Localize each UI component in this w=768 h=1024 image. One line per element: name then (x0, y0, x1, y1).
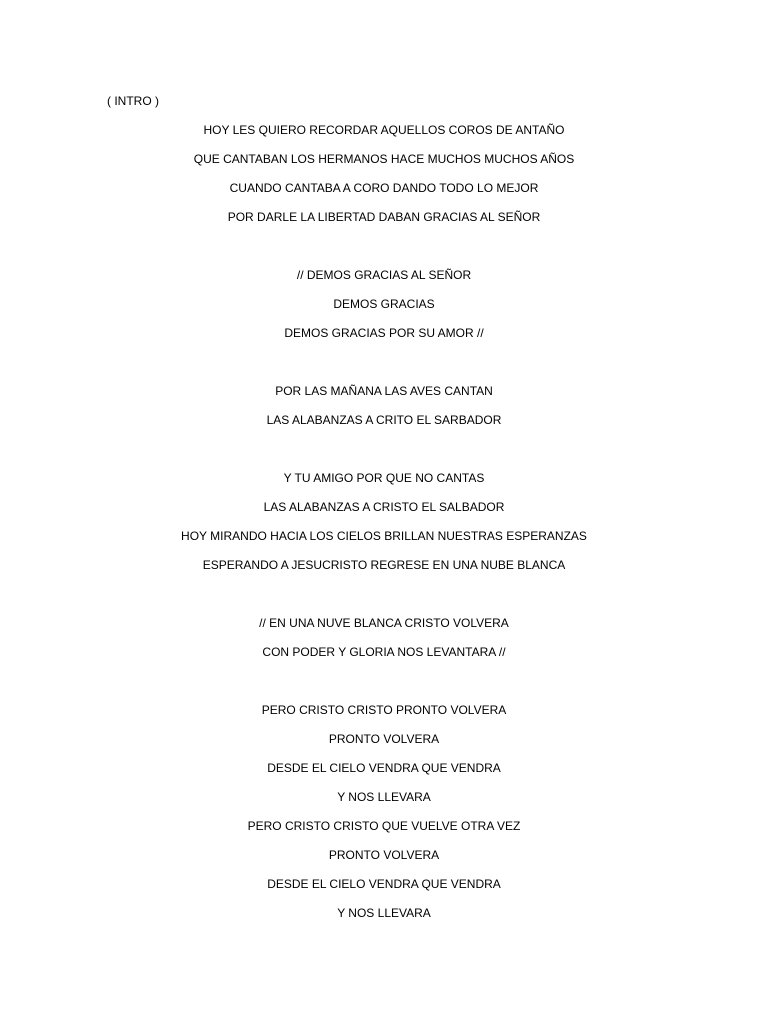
lyric-line: Y NOS LLEVARA (337, 906, 431, 920)
lyric-line: POR DARLE LA LIBERTAD DABAN GRACIAS AL SEÑOR (227, 210, 541, 224)
lyric-line: HOY MIRANDO HACIA LOS CIELOS BRILLAN NUESTRAS ESPERANZAS (181, 529, 587, 543)
lyric-line: DESDE EL CIELO VENDRA QUE VENDRA (267, 761, 501, 775)
lyrics-block (0, 121, 768, 933)
lyric-line: HOY LES QUIERO RECORDAR AQUELLOS COROS DE ANTAÑO (203, 123, 565, 137)
blank-line (0, 440, 768, 469)
lyric-line: CUANDO CANTABA A CORO DANDO TODO LO MEJOR (229, 181, 539, 195)
blank-line (0, 237, 768, 266)
lyric-line: PRONTO VOLVERA (328, 732, 440, 746)
lyric-line: QUE CANTABAN LOS HERMANOS HACE MUCHOS MUCHOS AÑOS (193, 152, 575, 166)
lyric-line: PERO CRISTO CRISTO PRONTO VOLVERA (261, 703, 507, 717)
lyric-line: PERO CRISTO CRISTO QUE VUELVE OTRA VEZ (247, 819, 521, 833)
lyric-line: DESDE EL CIELO VENDRA QUE VENDRA (267, 877, 501, 891)
lyric-line: ESPERANDO A JESUCRISTO REGRESE EN UNA NUBE BLANCA (202, 558, 566, 572)
intro-label: ( INTRO ) (107, 94, 159, 108)
blank-line (0, 353, 768, 382)
lyric-line: Y NOS LLEVARA (337, 790, 431, 804)
blank-line (0, 585, 768, 614)
lyric-line: // EN UNA NUVE BLANCA CRISTO VOLVERA (259, 616, 509, 630)
lyric-line: LAS ALABANZAS A CRITO EL SARBADOR (266, 413, 502, 427)
lyric-line: POR LAS MAÑANA LAS AVES CANTAN (275, 384, 493, 398)
lyric-line: LAS ALABANZAS A CRISTO EL SALBADOR (263, 500, 505, 514)
lyric-line: PRONTO VOLVERA (328, 848, 440, 862)
lyric-line: CON PODER Y GLORIA NOS LEVANTARA // (262, 645, 506, 659)
lyric-line: // DEMOS GRACIAS AL SEÑOR (296, 268, 472, 282)
blank-line (0, 672, 768, 701)
lyric-line: DEMOS GRACIAS (333, 297, 435, 311)
lyric-line: DEMOS GRACIAS POR SU AMOR // (284, 326, 484, 340)
lyric-line: Y TU AMIGO POR QUE NO CANTAS (283, 471, 485, 485)
